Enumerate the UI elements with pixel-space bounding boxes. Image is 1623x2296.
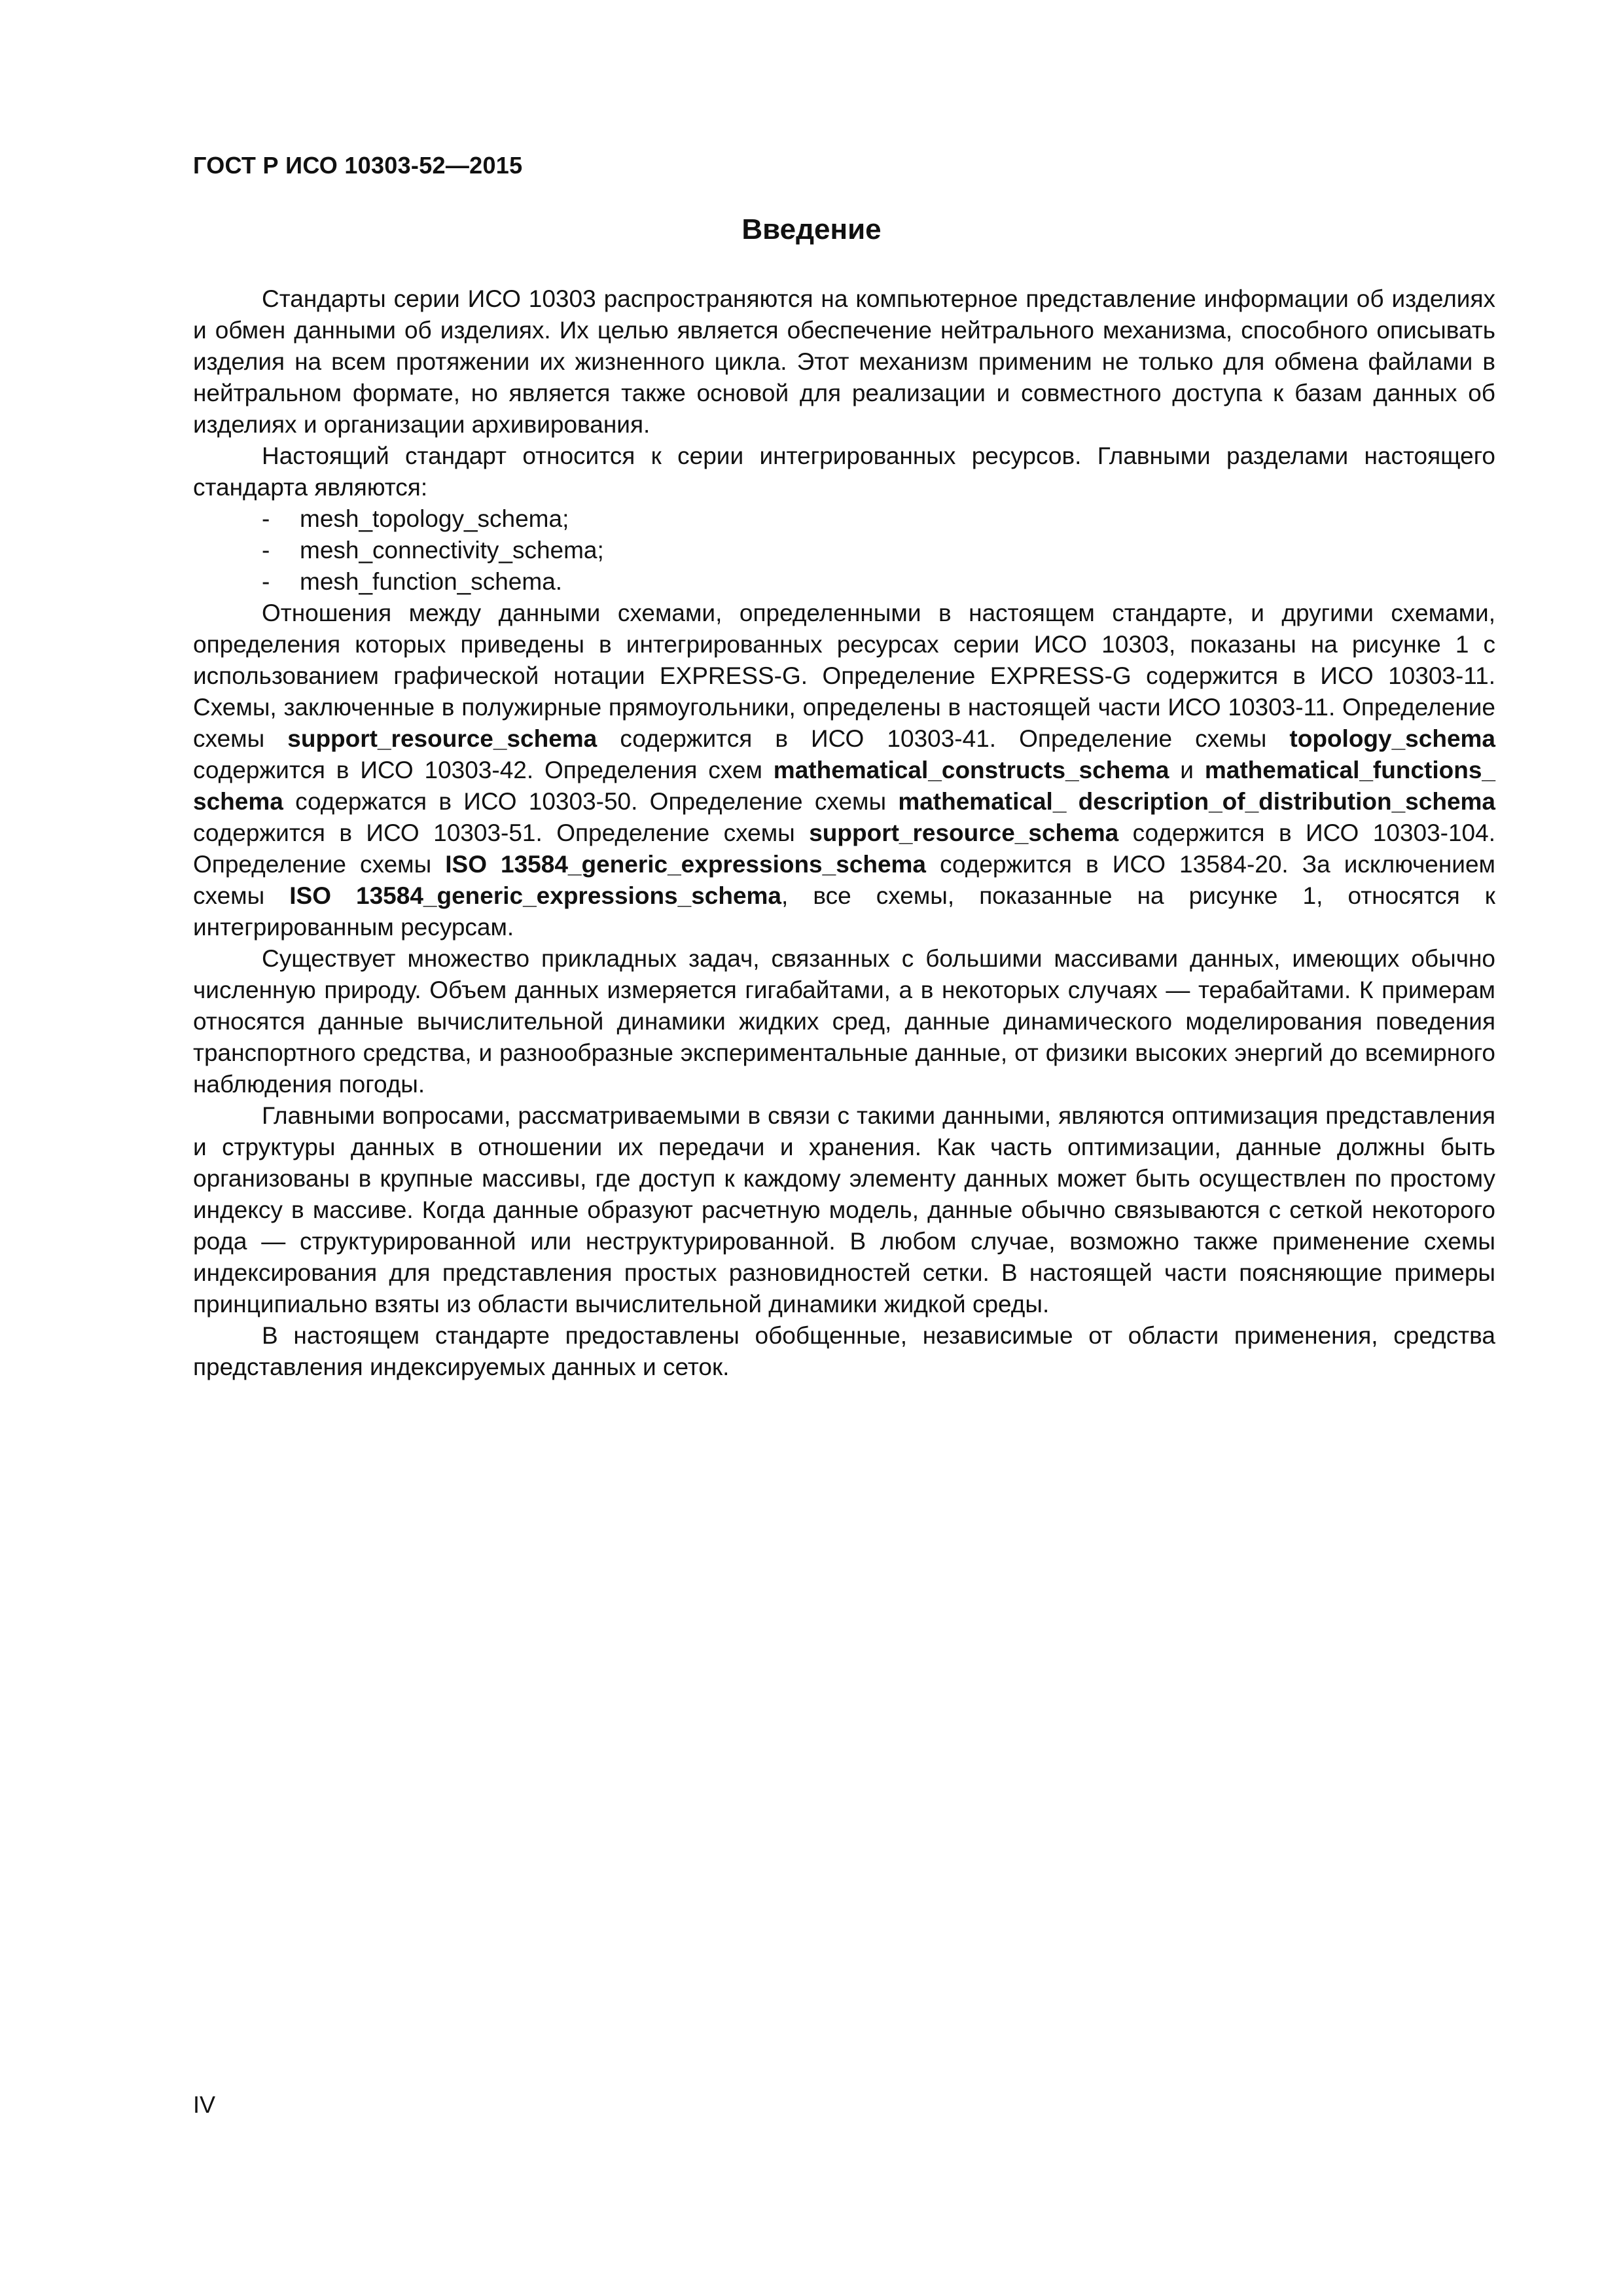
list-item-text: mesh_topology_schema; — [300, 505, 569, 532]
paragraph-optimization: Главными вопросами, рассматриваемыми в связи с такими данными, являются оптимизация представления и структуры данных в отношении их передачи и хранения. Как часть оптимизации, данные должны быть организованы в крупные массивы, где доступ к каждому элементу данных может быть осуществлен по простому индексу в массиве. Когда данные образуют расчетную модель, данные обычно связываются с сеткой некоторого рода — структурированной или неструктурированной. В любом случае, возможно также применение схемы индексирования для представления простых разновидностей сетки. В настоящей части поясняющие примеры принципиально взяты из области вычислительной динамики жидкой среды. — [193, 1102, 1495, 1318]
paragraph-schema-relations — [193, 598, 1495, 943]
schema-name: topology_schema — [1289, 725, 1495, 752]
paragraph-summary: В настоящем стандарте предоставлены обобщенные, независимые от области применения, средства представления индексируемых данных и сеток. — [193, 1322, 1495, 1380]
text-run: Отношения между данными схемами, определенными в настоящем стандарте, и другими схемами, определения которых приведены в интегрированных ресурсах серии ИСО 10303, показаны на рисунке 1 с использованием графической нотации EXPRESS-G. Определение EXPRESS-G содержится в ИСО 10303-11. Схемы, заключенные в полужирные прямоугольники, определены в настоящей части ИСО 10303-11. Определение схемы — [193, 600, 1495, 752]
schema-name: mathematical_constructs_schema — [773, 757, 1169, 783]
list-dash: - — [262, 568, 270, 595]
paragraph-main-sections: Настоящий стандарт относится к серии интегрированных ресурсов. Главными разделами настоящего стандарта являются: — [193, 442, 1495, 501]
text-run: содержится в ИСО 10303-104. Определение схемы — [193, 819, 1495, 878]
schema-name: ISO 13584_generic_expressions_schema — [445, 851, 927, 878]
schema-name: support_resource_schema — [287, 725, 597, 752]
text-run: содержится в ИСО 10303-51. Определение схемы — [193, 819, 810, 846]
text-run: содержится в ИСО 13584-20. За исключением схемы — [193, 851, 1495, 909]
text-run: содержится в ИСО 10303-42. Определения схем — [193, 757, 774, 783]
standard-designation: ГОСТ Р ИСО 10303-52—2015 — [193, 152, 523, 179]
schema-name: ISO 13584_generic_expressions_schema — [289, 882, 782, 909]
list-item-mesh-function — [193, 566, 1495, 598]
schema-name: mathematical_functions_ schema — [193, 757, 1495, 815]
introduction-body — [193, 283, 1495, 1383]
section-title: Введение — [741, 213, 882, 245]
text-run: содержатся в ИСО 10303-50. Определение схемы — [283, 788, 899, 815]
list-item-mesh-topology — [193, 503, 1495, 535]
schema-name: mathematical_ description_of_distribution_schema — [898, 788, 1495, 815]
text-run: и — [1169, 757, 1205, 783]
paragraph-applications: Существует множество прикладных задач, связанных с большими массивами данных, имеющих обычно численную природу. Объем данных измеряется гигабайтами, а в некоторых случаях — терабайтами. К примерам относятся данные вычислительной динамики жидких сред, данные динамического моделирования поведения транспортного средства, и разнообразные экспериментальные данные, от физики высоких энергий до всемирного наблюдения погоды. — [193, 945, 1495, 1098]
list-item-text: mesh_connectivity_schema; — [300, 537, 604, 564]
text-run: , все схемы, показанные на рисунке 1, относятся к интегрированным ресурсам. — [193, 882, 1495, 941]
schema-name: support_resource_schema — [809, 819, 1119, 846]
list-dash: - — [262, 505, 270, 532]
paragraph-scope: Стандарты серии ИСО 10303 распространяются на компьютерное представление информации об изделиях и обмен данными об изделиях. Их целью является обеспечение нейтрального механизма, способного описывать изделия на всем протяжении их жизненного цикла. Этот механизм применим не только для обмена файлами в нейтральном формате, но является также основой для реализации и совместного доступа к базам данных об изделиях и организации архивирования. — [193, 285, 1495, 438]
list-item-mesh-connectivity — [193, 535, 1495, 566]
text-run: содержится в ИСО 10303-41. Определение схемы — [597, 725, 1290, 752]
list-item-text: mesh_function_schema. — [300, 568, 563, 595]
list-dash: - — [262, 537, 270, 564]
page-number: IV — [193, 2091, 216, 2118]
